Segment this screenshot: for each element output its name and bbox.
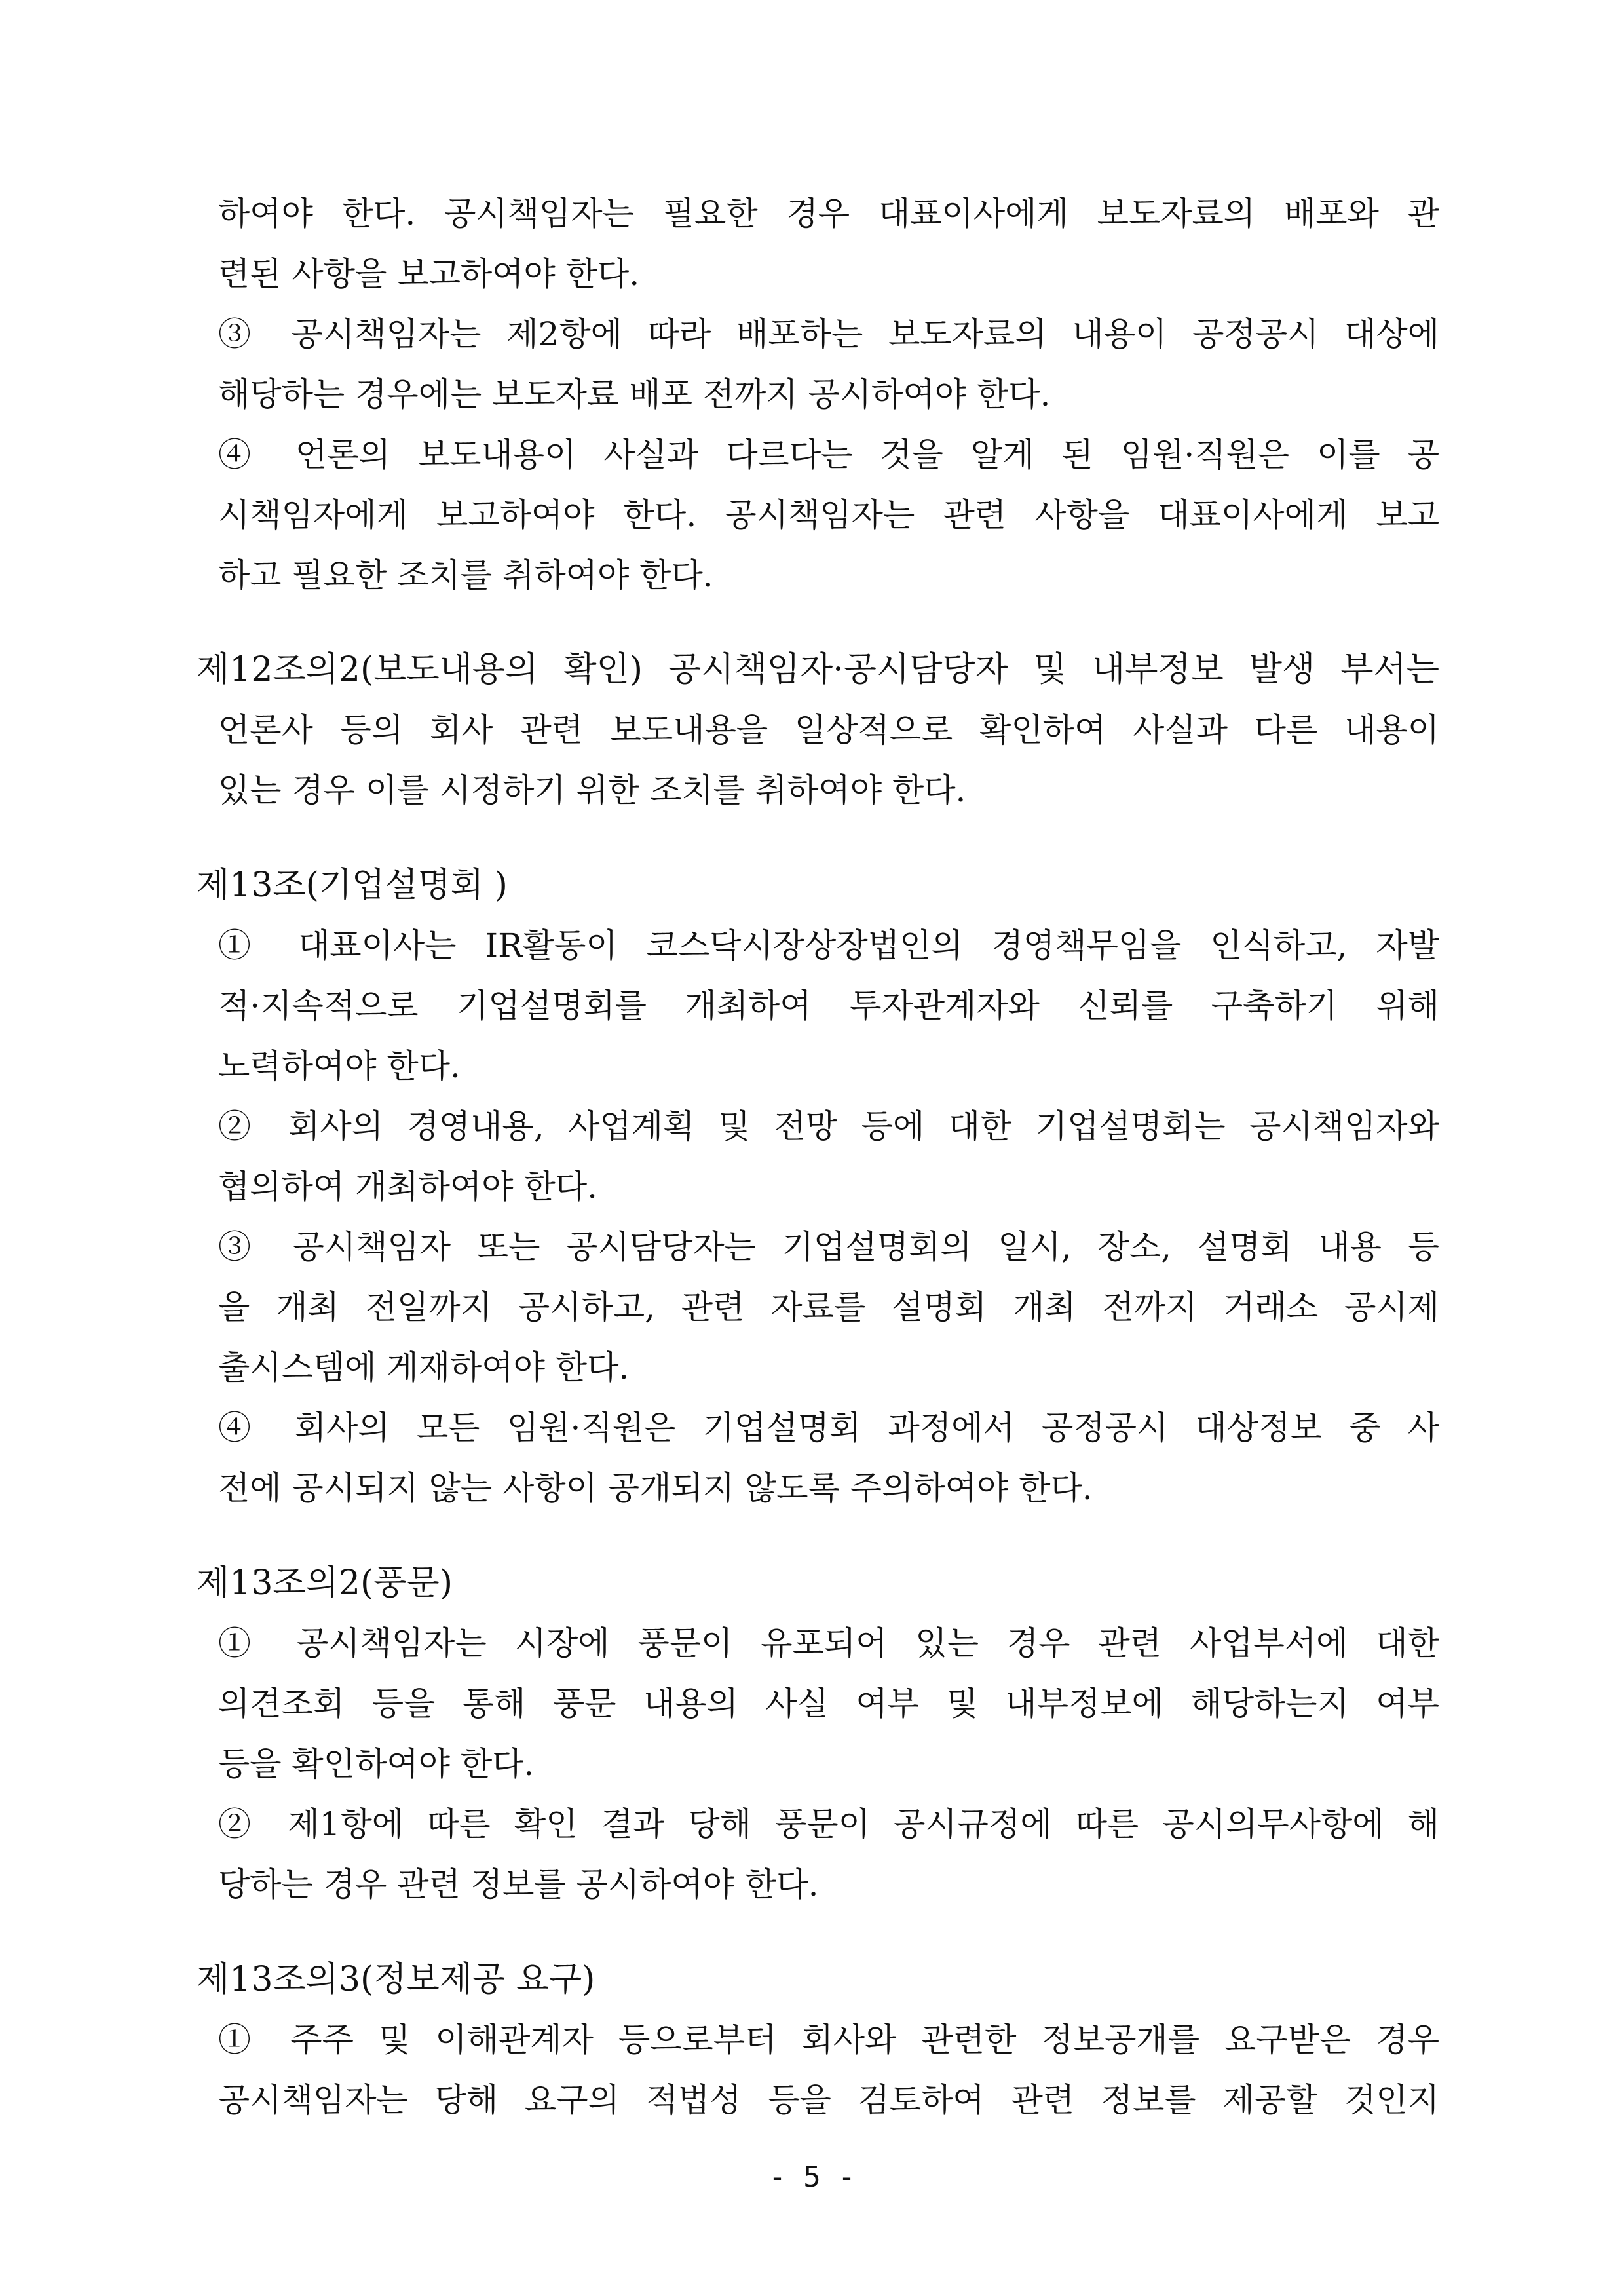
body-line: 하여야 한다. 공시책임자는 필요한 경우 대표이사에게 보도자료의 배포와 관 <box>218 195 1439 233</box>
body-line: ① 주주 및 이해관계자 등으로부터 회사와 관련한 정보공개를 요구받은 경우 <box>218 2021 1439 2059</box>
body-line: 출시스템에 게재하여야 한다. <box>218 1349 630 1387</box>
body-line: 있는 경우 이를 시정하기 위한 조치를 취하여야 한다. <box>218 771 966 809</box>
body-line: 을 개최 전일까지 공시하고, 관련 자료를 설명회 개최 전까지 거래소 공시제 <box>218 1288 1439 1326</box>
body-line: 전에 공시되지 않는 사항이 공개되지 않도록 주의하여야 한다. <box>218 1469 1093 1507</box>
body-line: 공시책임자는 당해 요구의 적법성 등을 검토하여 관련 정보를 제공할 것인지 <box>218 2081 1439 2119</box>
body-line: 의견조회 등을 통해 풍문 내용의 사실 여부 및 내부정보에 해당하는지 여부 <box>218 1685 1439 1723</box>
body-line: ① 대표이사는 IR활동이 코스닥시장상장법인의 경영책무임을 인식하고, 자발 <box>218 927 1439 965</box>
page-number: - 5 - <box>768 2160 856 2194</box>
body-line: 협의하여 개최하여야 한다. <box>218 1168 597 1206</box>
body-line: ③ 공시책임자 또는 공시담당자는 기업설명회의 일시, 장소, 설명회 내용 등 <box>218 1228 1439 1266</box>
body-line: 등을 확인하여야 한다. <box>218 1745 535 1783</box>
body-line: ② 회사의 경영내용, 사업계획 및 전망 등에 대한 기업설명회는 공시책임자와 <box>218 1107 1439 1145</box>
body-line: ③ 공시책임자는 제2항에 따라 배포하는 보도자료의 내용이 공정공시 대상에 <box>218 315 1439 353</box>
body-line: ② 제1항에 따른 확인 결과 당해 풍문이 공시규정에 따른 공시의무사항에 해 <box>218 1805 1439 1843</box>
body-line: 적·지속적으로 기업설명회를 개최하여 투자관계자와 신뢰를 구축하기 위해 <box>218 987 1439 1025</box>
body-line: 해당하는 경우에는 보도자료 배포 전까지 공시하여야 한다. <box>218 375 1051 413</box>
body-line: 당하는 경우 관련 정보를 공시하여야 한다. <box>218 1866 819 1904</box>
body-line: 언론사 등의 회사 관련 보도내용을 일상적으로 확인하여 사실과 다른 내용이 <box>218 711 1439 749</box>
body-line: 노력하여야 한다. <box>218 1047 461 1085</box>
article-13-3-heading: 제13조의3(정보제공 요구) <box>197 1960 595 1999</box>
body-line: 하고 필요한 조치를 취하여야 한다. <box>218 556 713 594</box>
body-line: ④ 회사의 모든 임원·직원은 기업설명회 과정에서 공정공시 대상정보 중 사 <box>218 1409 1439 1447</box>
article-heading-title: 제12조의2(보도내용의 확인) <box>197 650 643 689</box>
article-12-2-heading <box>197 640 1439 699</box>
article-13-2-heading: 제13조의2(풍문) <box>197 1563 453 1603</box>
body-line: 련된 사항을 보고하여야 한다. <box>218 255 640 293</box>
body-line: ① 공시책임자는 시장에 풍문이 유포되어 있는 경우 관련 사업부서에 대한 <box>218 1624 1439 1662</box>
article-heading-text: 공시책임자·공시담당자 및 내부정보 발생 부서는 <box>668 650 1439 689</box>
body-line: ④ 언론의 보도내용이 사실과 다르다는 것을 알게 된 임원·직원은 이를 공 <box>218 436 1439 474</box>
body-line: 시책임자에게 보고하여야 한다. 공시책임자는 관련 사항을 대표이사에게 보고 <box>218 496 1439 534</box>
article-13-heading: 제13조(기업설명회 ) <box>197 866 508 905</box>
